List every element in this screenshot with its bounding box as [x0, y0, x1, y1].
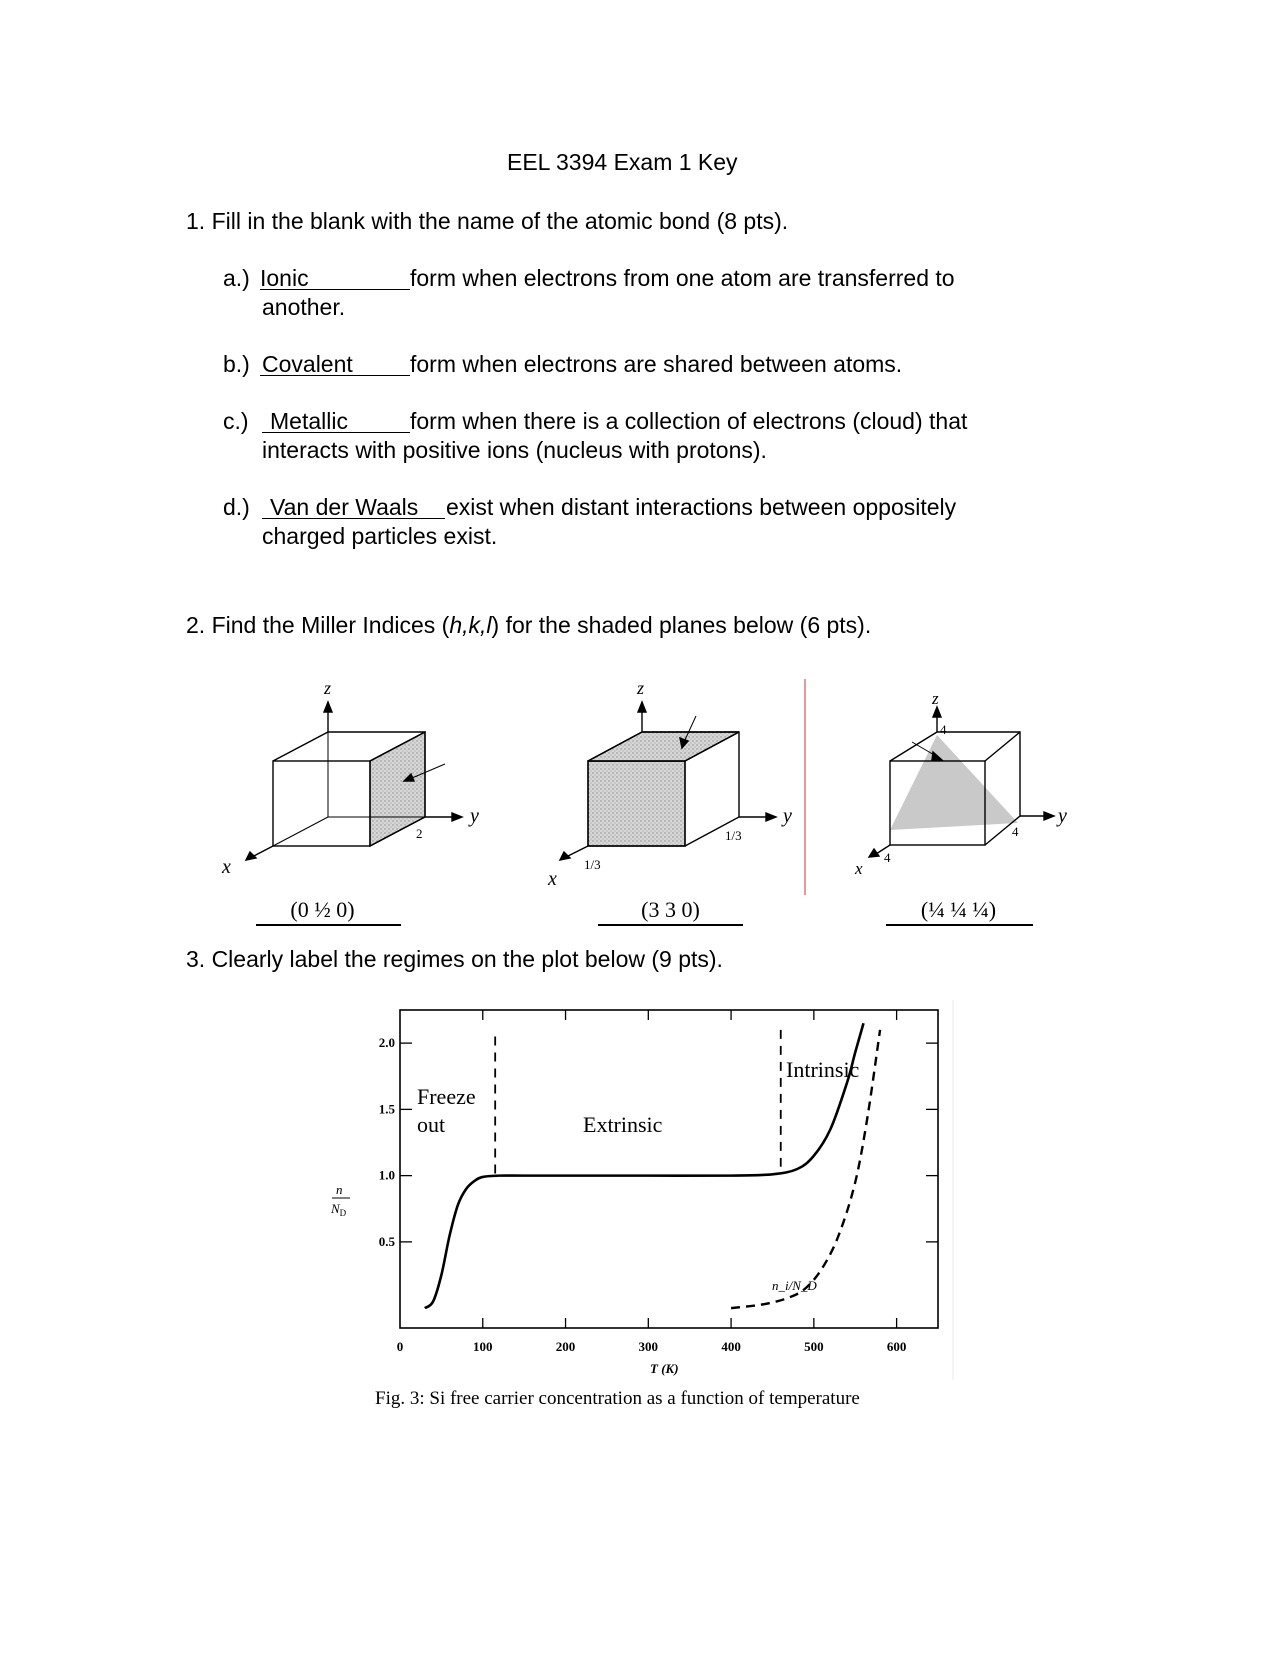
cube-2-x-label: x [548, 868, 557, 890]
carrier-plot [300, 995, 960, 1395]
y-axis-label [330, 1182, 350, 1218]
q1d-text1: exist when distant interactions between oppositely [446, 494, 957, 520]
figure-caption: Fig. 3: Si free carrier concentration as a function of temperature [375, 1388, 860, 1409]
x-tick-label: 600 [886, 1339, 907, 1354]
cube-2-x-axis [566, 846, 588, 857]
cube-2-answer-line [598, 924, 743, 926]
y-axis-label-den: N [331, 1201, 340, 1216]
q1b-blank [260, 375, 410, 376]
cube-3 [869, 707, 1054, 857]
cube-1-answer: (0 ½ 0) [290, 897, 355, 922]
cube-1-y-label: y [470, 805, 479, 827]
q1d-answer: Van der Waals [270, 494, 419, 520]
x-tick-label: 400 [721, 1339, 741, 1354]
q1c-label: c.) [223, 408, 249, 434]
x-tick-label: 300 [638, 1339, 659, 1354]
cube-1-answer-line [256, 924, 401, 926]
cube-2 [560, 702, 776, 860]
x-tick-label: 0 [396, 1339, 404, 1354]
cube-2-z-label: z [637, 678, 645, 698]
cube-1-mark: 2 [416, 826, 423, 841]
q1c-text1: form when there is a collection of electrons (cloud) that [410, 408, 968, 434]
q2-prompt [186, 611, 871, 640]
q1a-text2: another. [262, 294, 346, 320]
annotation-intrinsic: Intrinsic [786, 1057, 860, 1082]
svg-text:ND [330, 1201, 347, 1218]
q1a-label: a.) [223, 265, 250, 291]
y-axis-label-den-sub: D [339, 1208, 347, 1218]
plot-tick-labels [379, 1035, 907, 1354]
q1a-blank [260, 289, 410, 290]
cube-3-y-label: y [1058, 805, 1067, 827]
q1b-text1: form when electrons are shared between atoms. [410, 351, 903, 377]
cube-1-x-label: x [222, 856, 231, 878]
y-tick-label: 0.5 [378, 1233, 395, 1249]
cube-3-mark-y: 4 [1012, 824, 1019, 839]
q1a-answer-text: Ionic [260, 265, 309, 291]
q1b-answer: Covalent [262, 351, 353, 377]
q2-prompt-vars: h,k,l [449, 612, 492, 638]
x-axis-label: T (K) [650, 1361, 679, 1376]
q1b-label: b.) [223, 351, 250, 377]
cube-2-shaded-plane [588, 761, 685, 846]
q1a-text1: form when electrons from one atom are transferred to [410, 265, 955, 291]
regime-dividers [495, 1030, 781, 1176]
q1c-answer: Metallic [270, 408, 348, 434]
q3-prompt: 3. Clearly label the regimes on the plot below (9 pts). [186, 946, 723, 972]
q1-prompt: 1. Fill in the blank with the name of the atomic bond (8 pts). [186, 208, 789, 234]
cube-1-z-label: z [324, 678, 332, 698]
svg-text:n_i/N_D [772, 1278, 817, 1293]
miller-cubes-figure [0, 660, 1280, 920]
annotation-out: out [417, 1112, 446, 1137]
cube-2-y-label: y [783, 805, 792, 827]
cube-1 [246, 702, 462, 860]
series-ni-label [772, 1278, 817, 1293]
cube-2-answer: (3 3 0) [641, 897, 700, 922]
cube-3-answer-line [886, 924, 1033, 926]
cube-1-x-axis [252, 846, 273, 857]
q1c-text2: interacts with positive ions (nucleus with protons). [262, 437, 767, 463]
series-ni-label-text: n_i/N_D [772, 1278, 817, 1293]
cube-2-mark-x: 1/3 [584, 857, 601, 872]
cube-3-mark-z: 4 [940, 722, 947, 737]
annotation-extrinsic: Extrinsic [583, 1112, 663, 1137]
annotation-freeze: Freeze [417, 1084, 476, 1109]
cube-2-mark-y: 1/3 [725, 828, 742, 843]
q1d-text2: charged particles exist. [262, 523, 498, 549]
x-tick-label: 200 [555, 1339, 576, 1354]
q2-prompt-pre: 2. Find the Miller Indices ( [186, 612, 450, 638]
q2-prompt-post: ) for the shaded planes below (6 pts). [491, 612, 872, 638]
x-tick-label: 100 [473, 1339, 493, 1354]
y-tick-label: 1.5 [378, 1101, 395, 1117]
cube-3-x-label: x [855, 859, 863, 878]
cube-3-answer: (¼ ¼ ¼) [920, 897, 997, 922]
cube-3-z-label: z [932, 689, 939, 708]
cube-3-mark-x: 4 [884, 850, 891, 865]
q1d-blank [262, 518, 445, 519]
y-tick-label: 2.0 [378, 1035, 395, 1051]
page-title: EEL 3394 Exam 1 Key [507, 149, 738, 175]
y-axis-label-num: n [336, 1182, 343, 1197]
x-tick-label: 500 [804, 1339, 824, 1354]
q1c-blank [262, 432, 410, 433]
q1d-label: d.) [223, 494, 250, 520]
y-tick-label: 1.0 [378, 1167, 395, 1183]
